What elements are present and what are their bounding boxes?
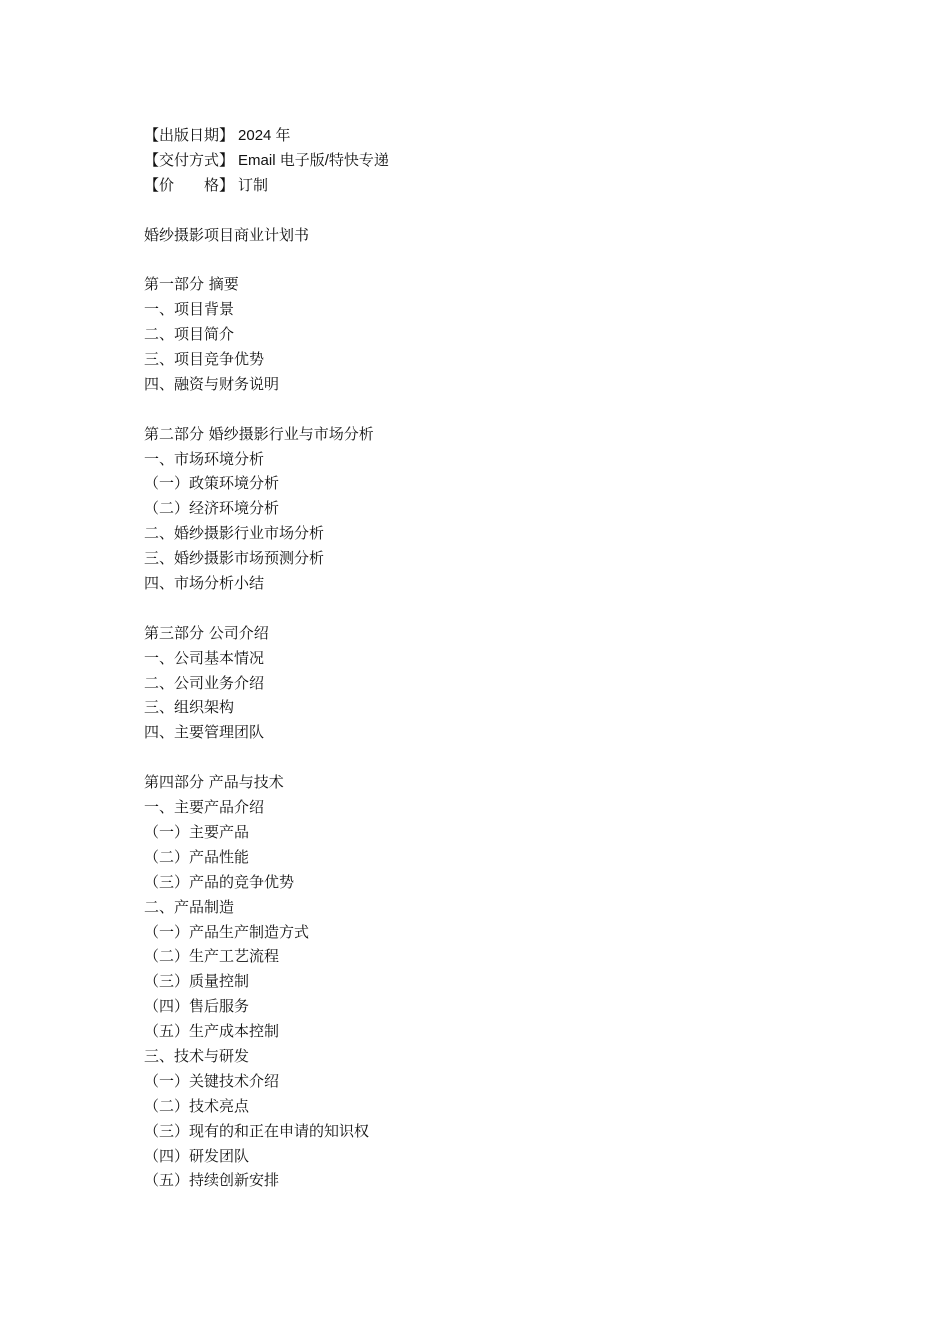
spacer [144, 745, 804, 770]
toc-item: 三、婚纱摄影市场预测分析 [144, 549, 325, 568]
toc-item: （四）研发团队 [144, 1146, 250, 1165]
section-heading: 第四部分 产品与技术 [144, 773, 284, 792]
spacer [144, 397, 804, 422]
toc-item: 四、市场分析小结 [144, 574, 265, 593]
toc-item: （二）生产工艺流程 [144, 947, 280, 966]
meta-value: 2024 年 [238, 127, 291, 144]
meta-publish-date [144, 123, 804, 148]
meta-value: Email 电子版/特快专递 [238, 151, 389, 169]
toc-item: （一）主要产品 [144, 822, 250, 841]
toc-item: 二、公司业务介绍 [144, 673, 265, 692]
toc-section [144, 272, 804, 396]
toc-item: 四、主要管理团队 [144, 723, 265, 742]
spacer [144, 198, 804, 223]
toc-item: 三、项目竞争优势 [144, 350, 265, 369]
meta-delivery-method [144, 148, 804, 173]
table-of-contents [144, 247, 804, 1193]
document-title: 婚纱摄影项目商业计划书 [144, 225, 310, 244]
toc-section [144, 770, 804, 1193]
section-heading: 第一部分 摘要 [144, 275, 239, 294]
meta-price [144, 173, 804, 198]
toc-item: （二）产品性能 [144, 847, 250, 866]
toc-item: （三）质量控制 [144, 972, 250, 991]
toc-item: （一）产品生产制造方式 [144, 922, 310, 941]
meta-value: 订制 [238, 175, 269, 194]
toc-item: 一、项目背景 [144, 300, 235, 319]
meta-label: 【出版日期】 [144, 126, 235, 144]
toc-item: 三、组织架构 [144, 698, 235, 717]
toc-item: （三）产品的竞争优势 [144, 872, 295, 891]
toc-item: （五）生产成本控制 [144, 1022, 280, 1041]
toc-item: 一、公司基本情况 [144, 648, 265, 667]
meta-label: 【价 格】 [144, 175, 235, 194]
section-heading: 第三部分 公司介绍 [144, 623, 269, 642]
toc-section [144, 621, 804, 745]
toc-item: （四）售后服务 [144, 997, 250, 1016]
toc-item: （五）持续创新安排 [144, 1171, 280, 1190]
toc-section [144, 422, 804, 596]
toc-item: （一）关键技术介绍 [144, 1071, 280, 1090]
toc-item: 二、项目简介 [144, 325, 235, 344]
toc-item: （二）经济环境分析 [144, 499, 280, 518]
toc-item: 四、融资与财务说明 [144, 374, 280, 393]
toc-item: 一、市场环境分析 [144, 449, 265, 468]
toc-item: 一、主要产品介绍 [144, 798, 265, 817]
toc-item: （一）政策环境分析 [144, 474, 280, 493]
spacer [144, 247, 804, 272]
section-heading: 第二部分 婚纱摄影行业与市场分析 [144, 424, 374, 443]
toc-item: （二）技术亮点 [144, 1096, 250, 1115]
meta-label: 【交付方式】 [144, 150, 235, 169]
toc-item: 二、婚纱摄影行业市场分析 [144, 524, 325, 543]
toc-item: 三、技术与研发 [144, 1046, 250, 1065]
document-content [144, 123, 804, 1193]
toc-item: 二、产品制造 [144, 897, 235, 916]
spacer [144, 596, 804, 621]
toc-item: （三）现有的和正在申请的知识权 [144, 1121, 370, 1140]
